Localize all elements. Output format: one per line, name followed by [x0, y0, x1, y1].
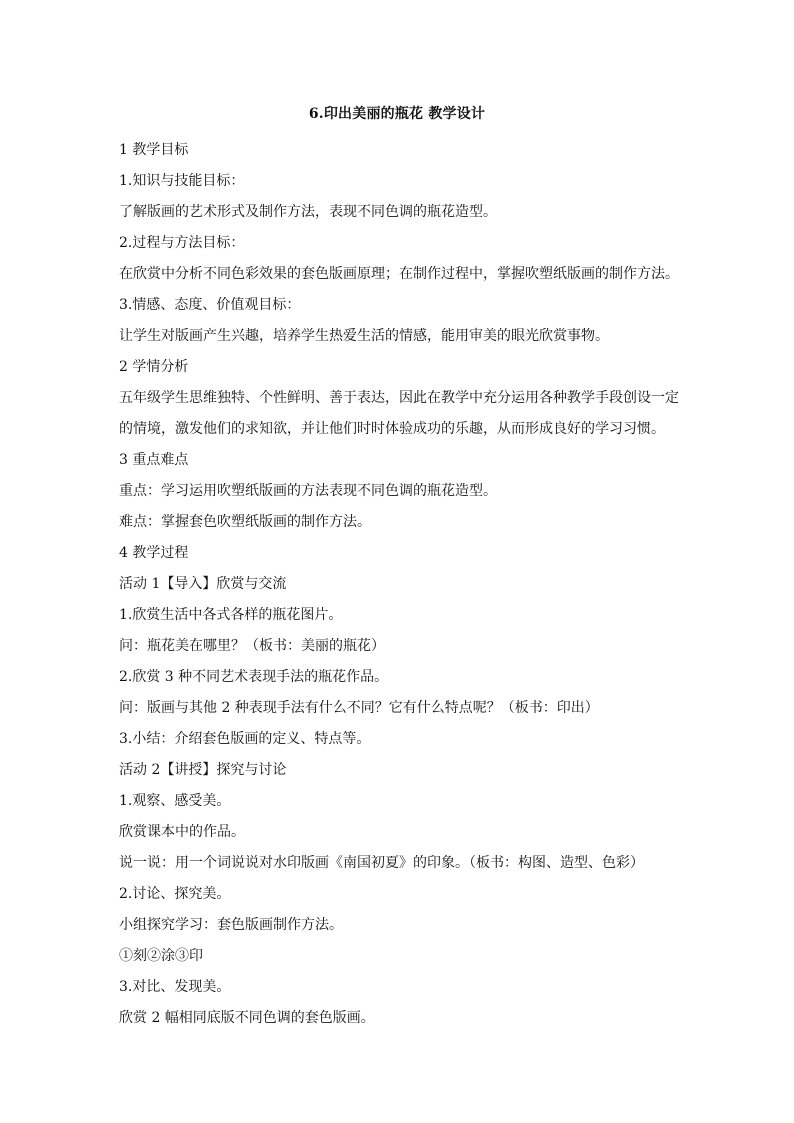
- paragraph: 1.欣赏生活中各式各样的瓶花图片。: [119, 607, 343, 623]
- paragraph: 了解版画的艺术形式及制作方法，表现不同色调的瓶花造型。: [119, 204, 497, 220]
- paragraph: 问：瓶花美在哪里？（板书：美丽的瓶花）: [119, 638, 385, 654]
- paragraph: 五年级学生思维独特、个性鲜明、善于表达，因此在教学中充分运用各种教学手段创设一定: [119, 390, 679, 406]
- paragraph: 在欣赏中分析不同色彩效果的套色版画原理；在制作过程中，掌握吹塑纸版画的制作方法。: [119, 266, 679, 282]
- paragraph: 问：版画与其他 2 种表现手法有什么不同？它有什么特点呢？（板书：印出）: [119, 700, 599, 716]
- paragraph: 2.欣赏 3 种不同艺术表现手法的瓶花作品。: [119, 669, 389, 685]
- subheading-process-method: 2.过程与方法目标：: [119, 235, 245, 251]
- subheading-emotion-values: 3.情感、态度、价值观目标：: [119, 297, 301, 313]
- paragraph: 难点：掌握套色吹塑纸版画的制作方法。: [119, 514, 371, 530]
- paragraph: 小组探究学习：套色版画制作方法。: [119, 917, 343, 933]
- paragraph: ①刻②涂③印: [119, 948, 203, 964]
- paragraph: 1.观察、感受美。: [119, 793, 231, 809]
- paragraph: 3.小结：介绍套色版画的定义、特点等。: [119, 731, 371, 747]
- section-heading-process: 4 教学过程: [119, 545, 189, 561]
- paragraph: 重点：学习运用吹塑纸版画的方法表现不同色调的瓶花造型。: [119, 483, 497, 499]
- paragraph: 2.讨论、探究美。: [119, 886, 231, 902]
- paragraph: 欣赏 2 幅相同底版不同色调的套色版画。: [119, 1010, 375, 1026]
- paragraph: 3.对比、发现美。: [119, 979, 231, 995]
- section-heading-student-analysis: 2 学情分析: [119, 359, 189, 375]
- document-title: 6.印出美丽的瓶花 教学设计: [308, 106, 486, 122]
- paragraph: 让学生对版画产生兴趣，培养学生热爱生活的情感，能用审美的眼光欣赏事物。: [119, 328, 609, 344]
- document-body: [119, 135, 679, 1034]
- section-heading-goals: 1 教学目标: [119, 142, 189, 158]
- paragraph: 欣赏课本中的作品。: [119, 824, 245, 840]
- section-heading-key-points: 3 重点难点: [119, 452, 189, 468]
- paragraph: 说一说：用一个词说说对水印版画《南国初夏》的印象。（板书：构图、造型、色彩）: [119, 855, 644, 871]
- subheading-knowledge-skills: 1.知识与技能目标：: [119, 173, 245, 189]
- activity-heading-1: 活动 1【导入】欣赏与交流: [119, 576, 287, 592]
- activity-heading-2: 活动 2【讲授】探究与讨论: [119, 762, 287, 778]
- paragraph: 的情境，激发他们的求知欲，并让他们时时体验成功的乐趣，从而形成良好的学习习惯。: [119, 421, 665, 437]
